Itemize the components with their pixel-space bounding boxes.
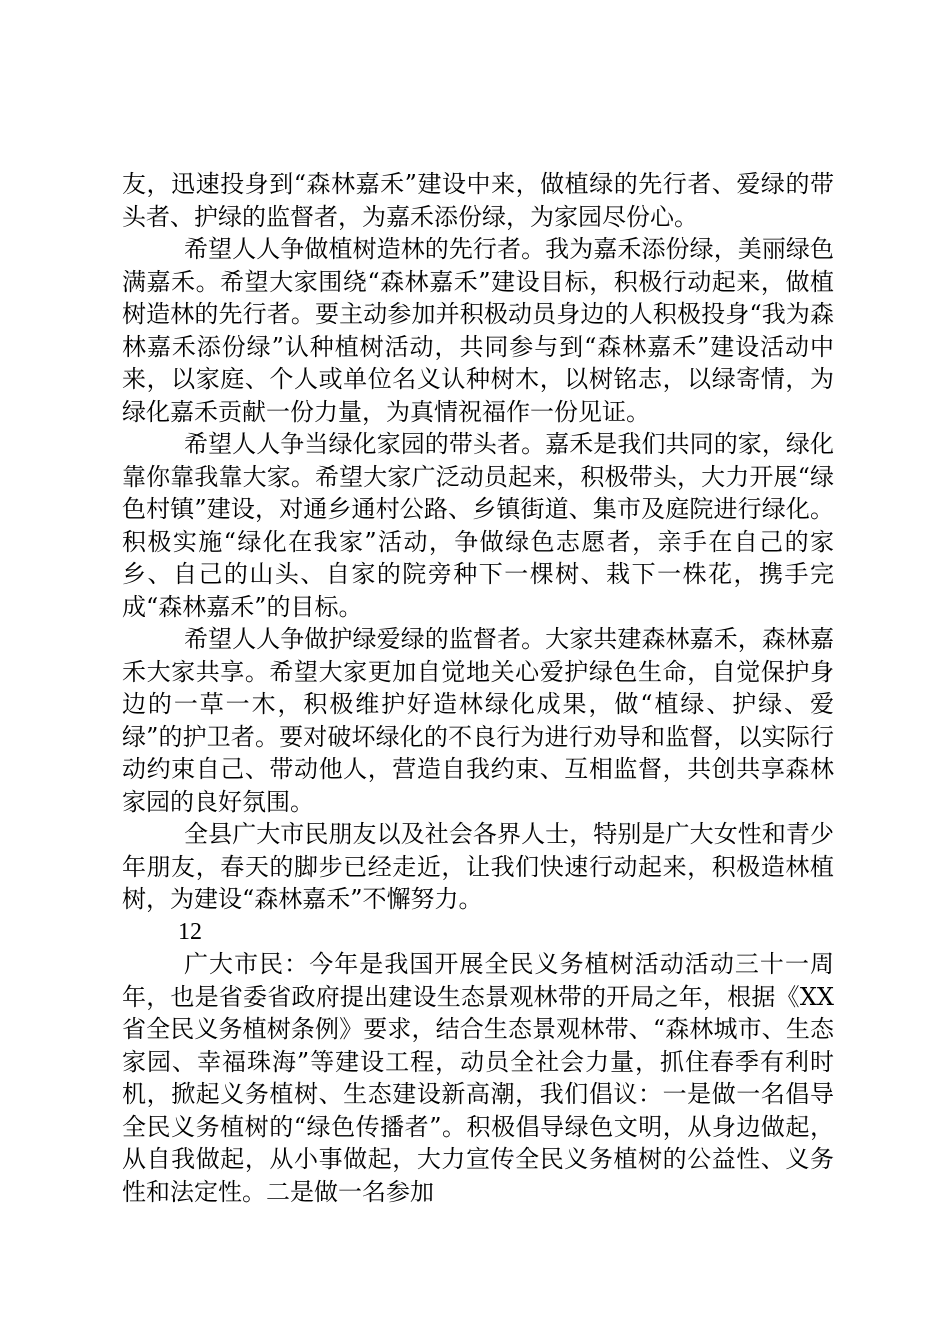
paragraph-supervisor: 希望人人争做护绿爱绿的监督者。大家共建森林嘉禾，森林嘉禾大家共享。希望大家更加自觉地关心爱护绿色生命，自觉保护身边的一草一木，积极维护好造林绿化成果，做“植绿、护绿、爱绿”的护卫者。要对破坏绿化的不良行为进行劝导和监督，以实际行动约束自己、带动他人，营造自我约束、互相监督，共创共享森林家园的良好氛围。 bbox=[122, 625, 834, 816]
paragraph-leader: 希望人人争当绿化家园的带头者。嘉禾是我们共同的家，绿化靠你靠我靠大家。希望大家广泛动员起来，积极带头，大力开展“绿色村镇”建设，对通乡通村公路、乡镇街道、集市及庭院进行绿化。积极实施“绿化在我家”活动，争做绿色志愿者，亲手在自己的家乡、自己的山头、自家的院旁种下一棵树、栽下一株花，携手完成“森林嘉禾”的目标。 bbox=[122, 430, 834, 621]
paragraph-continuation: 友，迅速投身到“森林嘉禾”建设中来，做植绿的先行者、爱绿的带头者、护绿的监督者，为嘉禾添份绿，为家园尽份心。 bbox=[122, 170, 834, 231]
paragraph-pioneer: 希望人人争做植树造林的先行者。我为嘉禾添份绿，美丽绿色满嘉禾。希望大家围绕“森林嘉禾”建设目标，积极行动起来，做植树造林的先行者。要主动参加并积极动员身边的人积极投身“我为森林嘉禾添份绿”认种植树活动，共同参与到“森林嘉禾”建设活动中来，以家庭、个人或单位名义认种树木，以树铭志，以绿寄情，为绿化嘉禾贡献一份力量，为真情祝福作一份见证。 bbox=[122, 235, 834, 426]
paragraph-call-to-action: 全县广大市民朋友以及社会各界人士，特别是广大女性和青少年朋友，春天的脚步已经走近，让我们快速行动起来，积极造林植树，为建设“森林嘉禾”不懈努力。 bbox=[122, 820, 834, 913]
document-page bbox=[122, 168, 834, 1208]
paragraph-citizens-proposal: 广大市民：今年是我国开展全民义务植树活动活动三十一周年，也是省委省政府提出建设生态景观林带的开局之年，根据《XX省全民义务植树条例》要求，结合生态景观林带、“森林城市、生态家园、幸福珠海”等建设工程，动员全社会力量，抓住春季有利时机，掀起义务植树、生态建设新高潮，我们倡议：一是做一名倡导全民义务植树的“绿色传播者”。积极倡导绿色文明，从身边做起，从自我做起，从小事做起，大力宣传全民义务植树的公益性、义务性和法定性。二是做一名参加 bbox=[122, 950, 834, 1206]
page-number: 12 bbox=[178, 918, 202, 945]
